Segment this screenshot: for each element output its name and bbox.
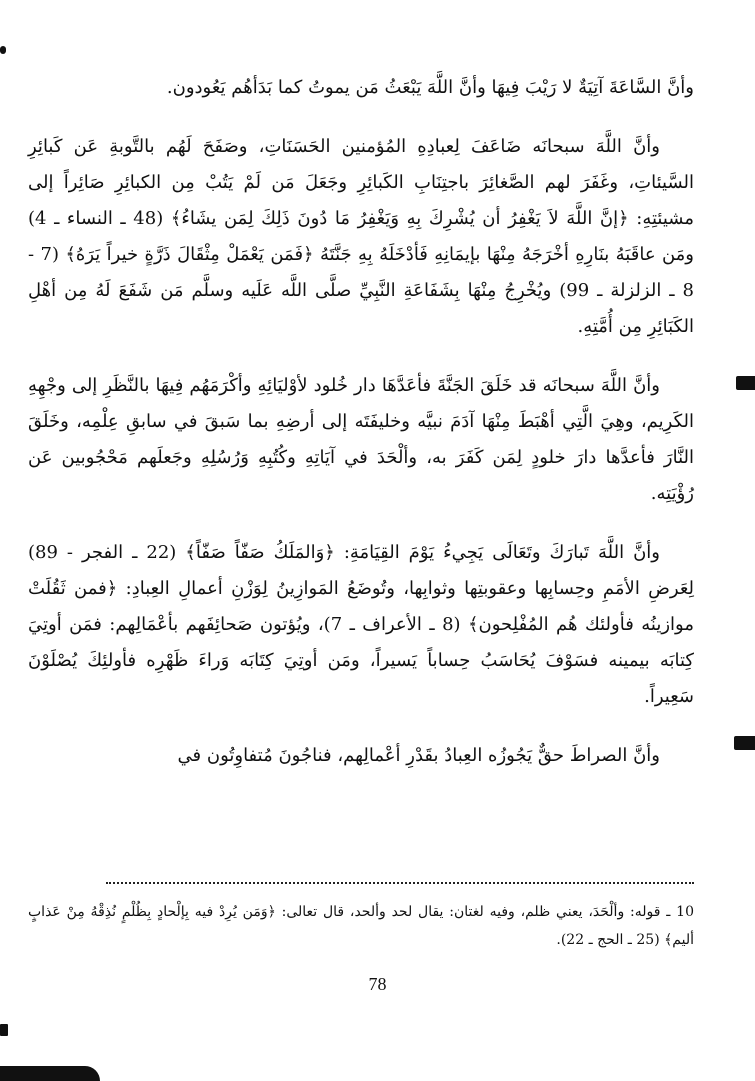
scan-corner-shadow — [0, 1066, 100, 1081]
paragraph: وأنَّ السَّاعَةَ آتِيَةٌ لا رَيْبَ فِيهَا وأنَّ اللَّهَ يَبْعَثُ مَن يموتُ كما بَدَأهُم يَعُودون. — [166, 77, 694, 98]
scan-speck — [0, 1024, 8, 1036]
paragraph: وأنَّ اللَّهَ سبحانَه قد خَلَقَ الجَنَّةَ فأعَدَّهَا دار خُلود لأوْليَائِهِ وأكْرَمَهُم فِيهَا بالنَّظَرِ إلى وجْهِهِ الكَرِيم، وهِيَ الَّتِي أهْبَطَ مِنْهَا آدَمَ نبيَّه وخليفَتَه إلى أرضِهِ بما سَبقَ في سابقِ عِلْمِه، وخَلَقَ النَّارَ فأعدَّها دارَ خلودٍ لِمَن كَفَرَ به، وألْحَدَ في آيَاتِهِ وكُتُبِهِ وَرُسُلِهِ وجَعلَهم مَحْجُوبين عَن رُؤْيَتِه. — [28, 375, 694, 504]
footnote-divider — [106, 882, 694, 884]
paragraph: وأنَّ اللَّهَ تَبارَكَ وتَعَالَى يَجِيءُ يَوْمَ القِيَامَةِ: ﴿وَالمَلَكُ صَفّاً صَفّاً﴾ (22 ـ الفجر - 89) لِعَرضِ الأمَمِ وحِسابِها وعقوبتِها وثوابِها، وتُوضَعُ المَوازِينُ لِوَزْنِ أعمالِ العِبادِ: ﴿فمن ثَقُلَتْ موازينُه فأولئك هُم المُفْلِحون﴾ (8 ـ الأعراف ـ 7)، ويُؤتون صَحائِفَهم بأعْمَالِهم: فمَن أوتِيَ كِتابَه بيمينه فسَوْفَ يُحَاسَبُ حِساباً يَسيراً، ومَن أوتِيَ كِتَابَه وَراءَ ظَهْرِه فأولئِكَ يُصْلَوْنَ سَعِيراً. — [28, 542, 694, 707]
footnote: 10 ـ قوله: وألْحَدَ، يعني ظلم، وفيه لغتان: يقال لحد وألحد، قال تعالى: ﴿وَمَن يُرِدْ فيه بِإلْحادٍ بِظُلْمٍ نُذِقْهُ مِنْ عَذابٍ أليم﴾ (25 ـ الحج ـ 22). — [28, 904, 694, 948]
scan-edge-mark — [734, 736, 755, 750]
scan-speck — [0, 46, 6, 54]
main-text — [28, 70, 694, 774]
scan-edge-mark — [736, 376, 755, 390]
paragraph: وأنَّ الصراطَ حقٌّ يَجُوزُه العِبادُ بقَدْرِ أعْمالِهم، فناجُونَ مُتفاوِتُون في — [177, 745, 660, 766]
page-number: 78 — [368, 974, 387, 994]
paragraph: وأنَّ اللَّهَ سبحانَه ضَاعَفَ لِعبادِهِ المُؤمنين الحَسَنَاتِ، وصَفَحَ لَهُم بالتَّوبةِ عَن كَبائِرِ السَّيئاتِ، وغَفَرَ لهم الصَّغائِرَ باجتِنَابِ الكَبائِرِ وجَعَلَ مَن لَمْ يَتُبْ مِن الكبائِرِ صَائِراً إلى مشيئتِهِ: ﴿إنَّ اللَّهَ لاَ يَغْفِرُ أن يُشْرِكَ بِهِ وَيَغْفِرُ مَا دُونَ ذَلِكَ لِمَن يشَاءُ﴾ (48 ـ النساء ـ 4) ومَن عاقَبَهُ بنَارِهِ أخْرَجَهُ مِنْهَا بإيمَانِهِ فَأدْخَلَهُ بِهِ جَنَّتَهُ ﴿فَمَن يَعْمَلْ مِثْقَالَ ذَرَّةٍ خيراً يَرَهُ﴾ (7 - 8 ـ الزلزلة ـ 99) ويُخْرِجُ مِنْهَا بِشَفَاعَةِ النَّبِيِّ صلَّى اللَّه عَلَيه وسلَّم مَن شَفَعَ لَهُ مِن أهْلِ الكَبَائِرِ مِن أُمَّتِهِ. — [28, 136, 694, 337]
